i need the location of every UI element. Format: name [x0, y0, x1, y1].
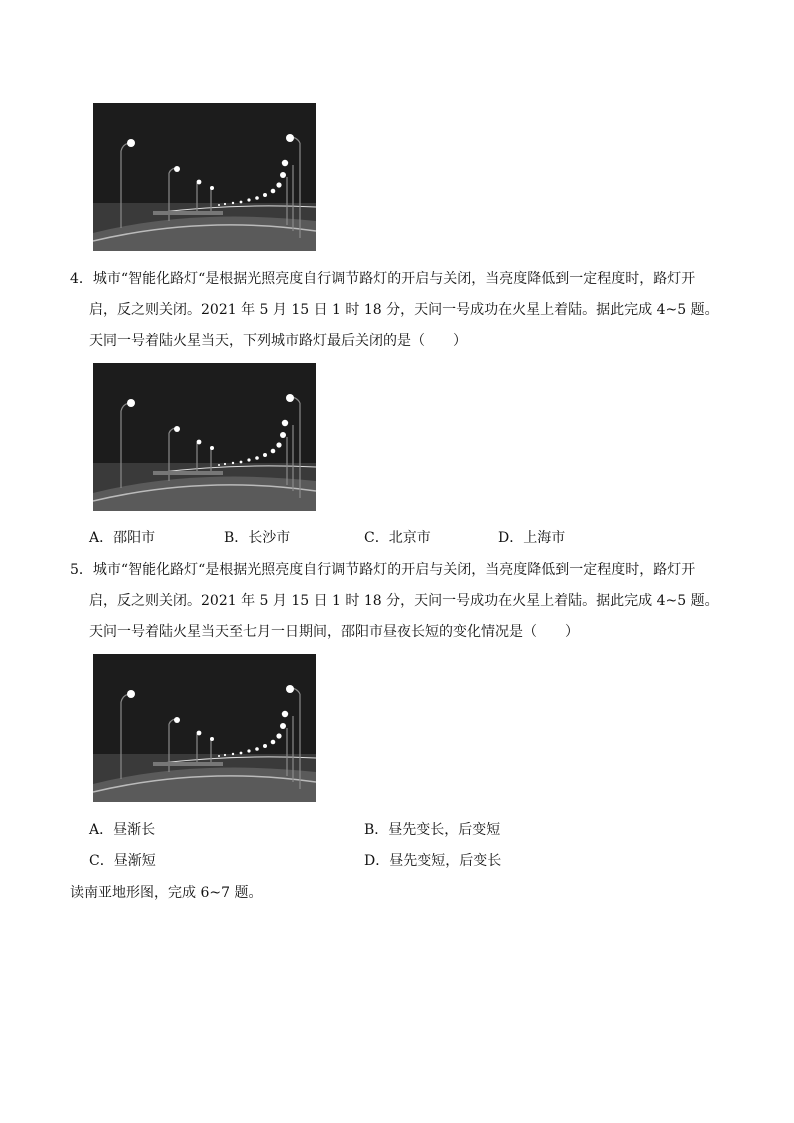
- q5-text-line-1: 5．城市“智能化路灯“是根据光照亮度自行调节路灯的开启与关闭，当亮度降低到一定程度时，路灯开: [70, 562, 696, 578]
- q4-text-line-1: 4．城市“智能化路灯“是根据光照亮度自行调节路灯的开启与关闭，当亮度降低到一定程度时，路灯开: [70, 271, 696, 287]
- q4-question: 天同一号着陆火星当天，下列城市路灯最后关闭的是（ ）: [89, 333, 467, 349]
- q4-text-line-2: 启，反之则关闭。2021 年 5 月 15 日 1 时 18 分，天问一号成功在火星上着陆。据此完成 4~5 题。: [89, 302, 719, 318]
- next-section-intro: 读南亚地形图，完成 6~7 题。: [70, 885, 263, 901]
- q4-option-c: C．北京市: [364, 530, 431, 546]
- q5-option-c: C．昼渐短: [89, 853, 156, 869]
- q5-option-d: D．昼先变短，后变长: [364, 853, 502, 869]
- street-lamp-photo: [93, 363, 316, 511]
- q4-option-a: A．邵阳市: [89, 530, 156, 546]
- q5-option-b: B．昼先变长，后变短: [364, 822, 501, 838]
- q4-option-b: B．长沙市: [224, 530, 291, 546]
- q4-option-d: D．上海市: [498, 530, 566, 546]
- q5-text-line-2: 启，反之则关闭。2021 年 5 月 15 日 1 时 18 分，天问一号成功在火星上着陆。据此完成 4~5 题。: [89, 593, 719, 609]
- street-lamp-photo: [93, 103, 316, 251]
- q5-question: 天问一号着陆火星当天至七月一日期间，邵阳市昼夜长短的变化情况是（ ）: [89, 624, 579, 640]
- q5-option-a: A．昼渐长: [89, 822, 156, 838]
- street-lamp-photo: [93, 654, 316, 802]
